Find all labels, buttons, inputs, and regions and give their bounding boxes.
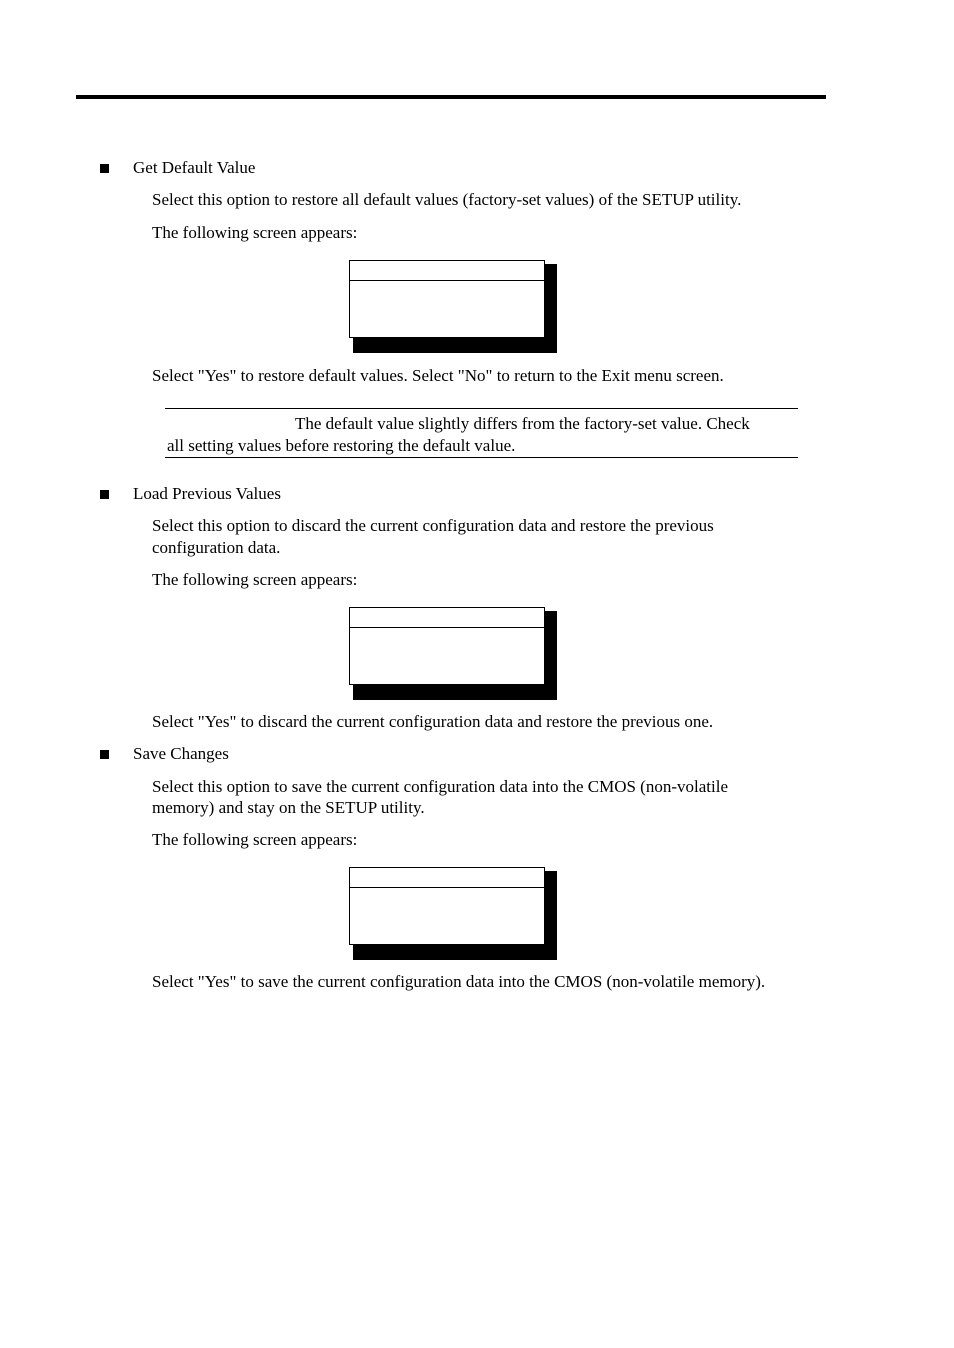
note-line-2: all setting values before restoring the default value. xyxy=(167,436,516,455)
load-previous-description-line-2: configuration data. xyxy=(152,538,281,557)
dialog-box xyxy=(349,260,545,338)
note-line-1: The default value slightly differs from the factory-set value. Check xyxy=(295,414,750,433)
get-default-after-text: Select "Yes" to restore default values. Select "No" to return to the Exit menu screen. xyxy=(152,366,724,385)
dialog-box xyxy=(349,867,545,945)
section-heading-load-previous: Load Previous Values xyxy=(133,484,281,503)
load-previous-after-text: Select "Yes" to discard the current configuration data and restore the previous one. xyxy=(152,712,714,731)
dialog-box xyxy=(349,607,545,685)
dialog-titlebar xyxy=(350,261,544,281)
important-note xyxy=(165,408,798,458)
load-previous-screen-intro: The following screen appears: xyxy=(152,570,358,589)
section-heading-save-changes: Save Changes xyxy=(133,744,229,763)
get-default-screen-intro: The following screen appears: xyxy=(152,223,358,242)
bullet-square-icon xyxy=(100,490,109,499)
save-changes-screen-intro: The following screen appears: xyxy=(152,830,358,849)
dialog-titlebar xyxy=(350,608,544,628)
save-changes-description-line-2: memory) and stay on the SETUP utility. xyxy=(152,798,425,817)
get-default-description: Select this option to restore all default values (factory-set values) of the SETUP utility. xyxy=(152,190,742,209)
bullet-square-icon xyxy=(100,750,109,759)
bullet-square-icon xyxy=(100,164,109,173)
dialog-titlebar xyxy=(350,868,544,888)
save-changes-description-line-1: Select this option to save the current configuration data into the CMOS (non-volatile xyxy=(152,777,728,796)
load-previous-description-line-1: Select this option to discard the current configuration data and restore the previous xyxy=(152,516,714,535)
save-changes-after-text: Select "Yes" to save the current configuration data into the CMOS (non-volatile memory). xyxy=(152,972,766,991)
header-rule xyxy=(76,95,826,99)
section-heading-get-default: Get Default Value xyxy=(133,158,256,177)
